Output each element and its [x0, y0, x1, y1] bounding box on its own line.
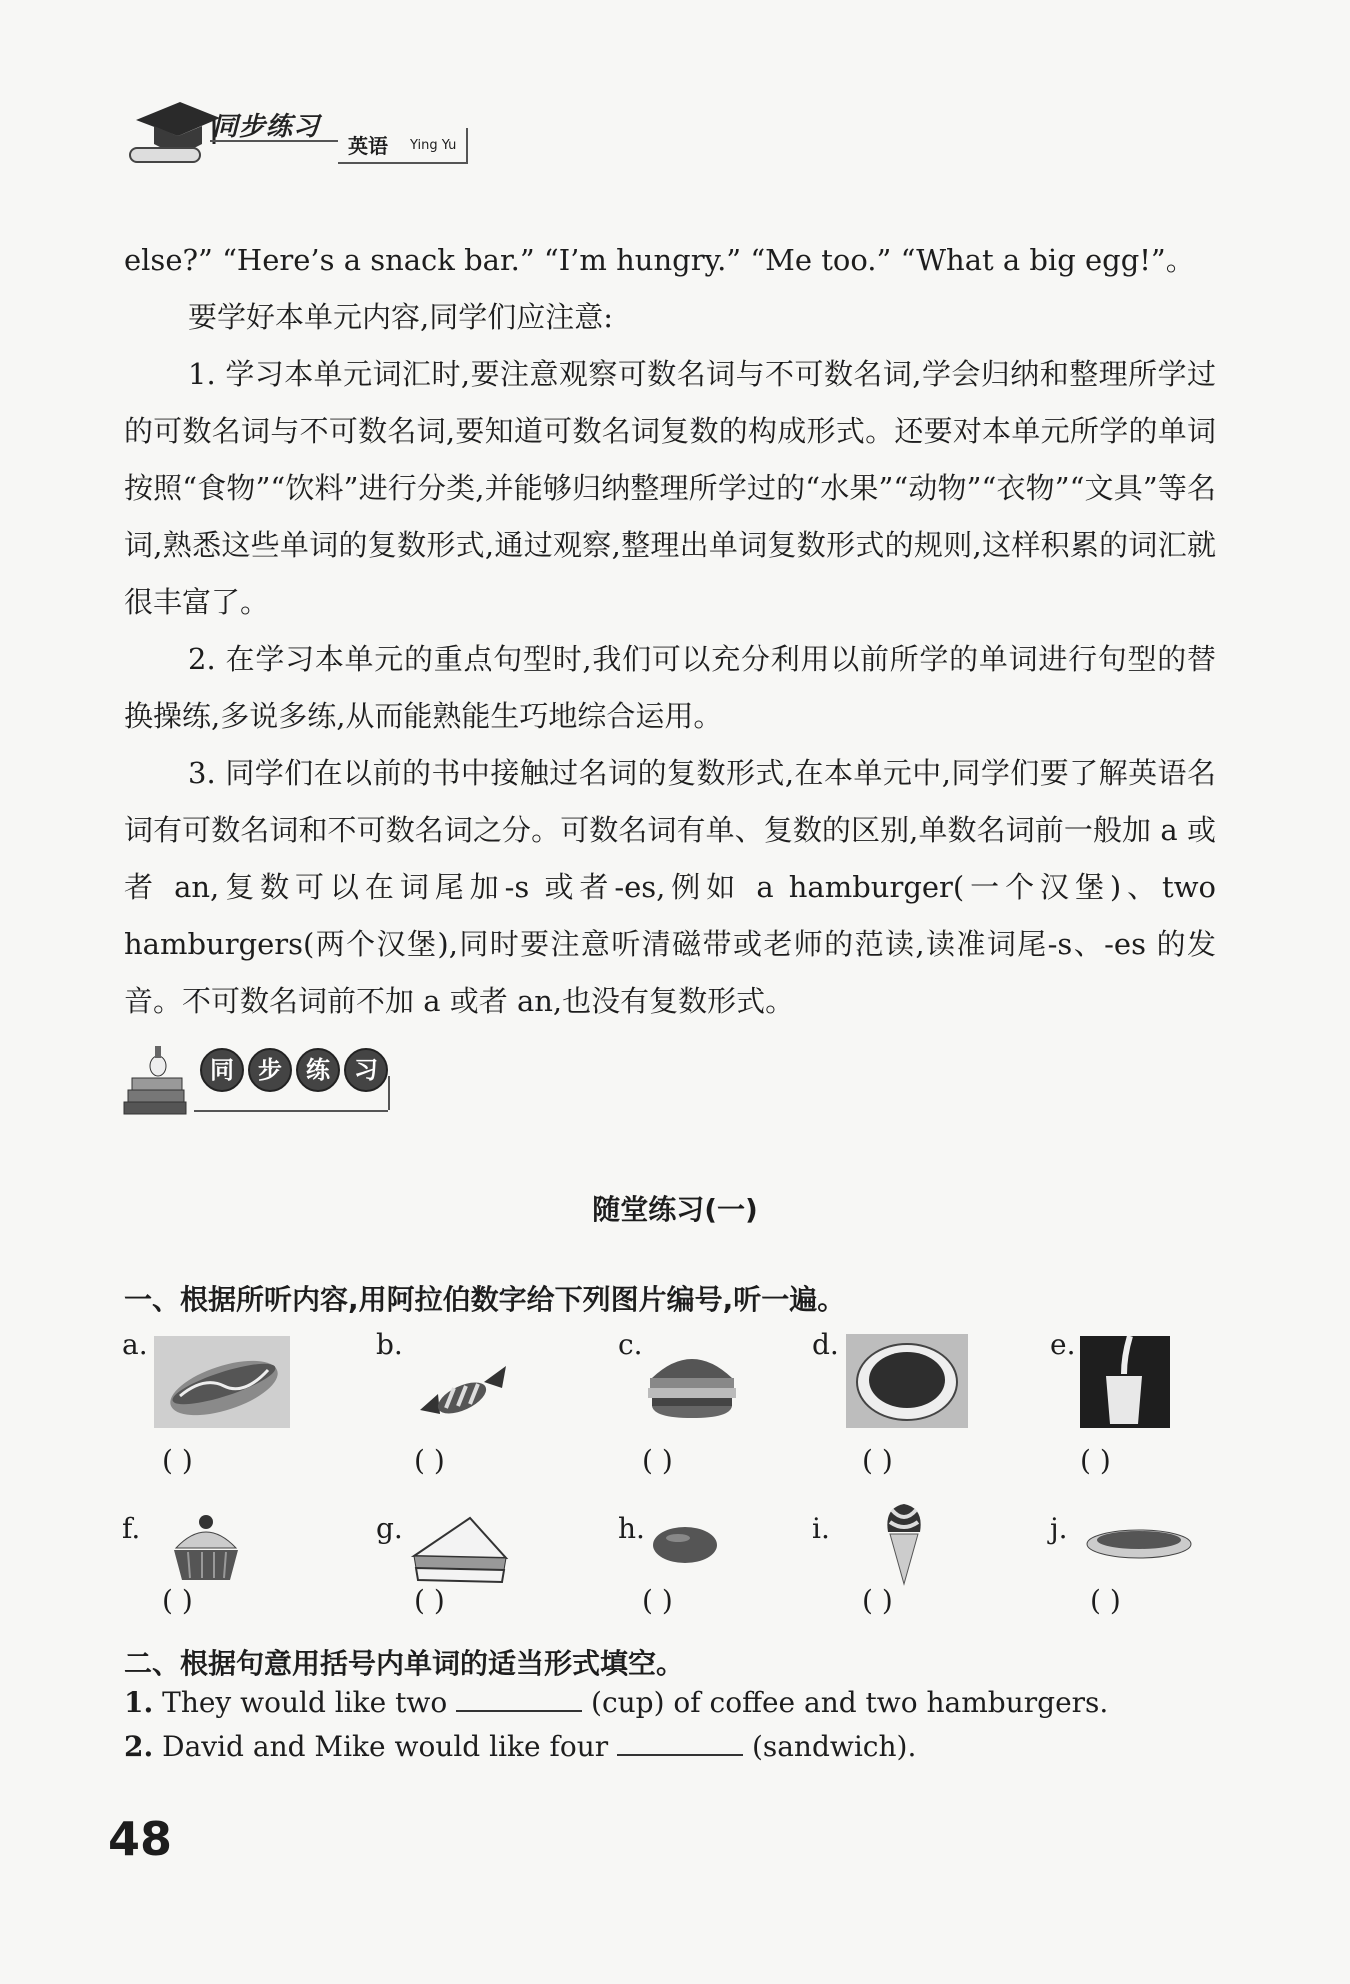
item-j-answer[interactable]: ( ) [1090, 1584, 1121, 1617]
item-a-answer[interactable]: ( ) [162, 1444, 193, 1477]
section-char-3: 练 [296, 1048, 340, 1092]
section-divider [388, 1076, 390, 1110]
intro-line-1: else?” “Here’s a snack bar.” “I’m hungry.” “Me too.” “What a big egg!”。 [124, 243, 1195, 277]
q2-s2-number: 2. [124, 1730, 154, 1763]
hot-dog-icon [154, 1336, 290, 1428]
section-underline [194, 1110, 388, 1112]
item-b-label: b. [376, 1328, 403, 1361]
item-i-answer[interactable]: ( ) [862, 1584, 893, 1617]
item-c-label: c. [618, 1328, 643, 1361]
point-3: 3. 同学们在以前的书中接触过名词的复数形式,在本单元中,同学们要了解英语名词有可数名词和不可数名词之分。可数名词有单、复数的区别,单数名词前一般加 a 或者 an,复数可以在词尾加-s 或者-es,例如 a hamburger(一个汉堡)、two hamburgers(两个汉堡),同时要注意听清磁带或老师的范读,读准词尾-s、-es 的发音。不可数名词前不加 a 或者 an,也没有复数形式。 [124, 756, 1216, 1018]
q2-s1-blank[interactable] [456, 1684, 582, 1712]
graduation-cap-icon [128, 92, 224, 170]
sandwich-icon [410, 1512, 510, 1586]
section-title [200, 1048, 392, 1092]
practice-title: 随堂练习(一) [592, 1193, 758, 1226]
item-e-answer[interactable]: ( ) [1080, 1444, 1111, 1477]
q2-sentence-2 [124, 1728, 916, 1763]
item-h-label: h. [618, 1512, 645, 1545]
q2-s2-after: (sandwich). [751, 1730, 917, 1763]
intro-line-2: 要学好本单元内容,同学们应注意: [188, 300, 613, 334]
point-1: 1. 学习本单元词汇时,要注意观察可数名词与不可数名词,学会归纳和整理所学过的可数名词与不可数名词,要知道可数名词复数的构成形式。还要对本单元所学的单词按照“食物”“饮料”进行分类,并能够归纳整理所学过的“水果”“动物”“衣物”“文具”等名词,熟悉这些单词的复数形式,通过观察,整理出单词复数形式的规则,这样积累的词汇就很丰富了。 [124, 357, 1216, 619]
hamburger-icon [644, 1344, 740, 1420]
item-b-answer[interactable]: ( ) [414, 1444, 445, 1477]
q2-s1-after: (cup) of coffee and two hamburgers. [591, 1686, 1109, 1719]
item-d-answer[interactable]: ( ) [862, 1444, 893, 1477]
subject-pinyin: Ying Yu [410, 138, 457, 153]
item-e-label: e. [1050, 1328, 1076, 1361]
q2-s1-number: 1. [124, 1686, 154, 1719]
section-char-4: 习 [344, 1048, 388, 1092]
point-2: 2. 在学习本单元的重点句型时,我们可以充分利用以前所学的单词进行句型的替换操练,多说多练,从而能熟能生巧地综合运用。 [124, 642, 1216, 733]
q2-title: 二、根据句意用括号内单词的适当形式填空。 [124, 1647, 685, 1680]
series-title: 同步练习 [212, 112, 321, 142]
q1-title: 一、根据所听内容,用阿拉伯数字给下列图片编号,听一遍。 [124, 1283, 846, 1316]
noodles-bowl-icon [846, 1334, 968, 1428]
item-f-answer[interactable]: ( ) [162, 1584, 193, 1617]
q2-s2-before: David and Mike would like four [162, 1730, 609, 1763]
page-number: 48 [108, 1812, 173, 1866]
books-lamp-icon [122, 1040, 192, 1118]
pie-icon [1084, 1520, 1194, 1564]
header-underline [210, 140, 338, 142]
item-a-label: a. [122, 1328, 148, 1361]
cupcake-icon [168, 1512, 244, 1584]
item-j-label: j. [1050, 1512, 1068, 1545]
bean-icon [650, 1522, 720, 1568]
q2-s2-blank[interactable] [617, 1728, 743, 1756]
item-c-answer[interactable]: ( ) [642, 1444, 673, 1477]
candy-icon [418, 1364, 508, 1424]
item-f-label: f. [122, 1512, 141, 1545]
item-h-answer[interactable]: ( ) [642, 1584, 673, 1617]
q2-sentence-1 [124, 1684, 1108, 1719]
item-d-label: d. [812, 1328, 839, 1361]
subject-label: 英语 [348, 134, 388, 158]
section-char-1: 同 [200, 1048, 244, 1092]
item-i-label: i. [812, 1512, 830, 1545]
item-g-label: g. [376, 1512, 403, 1545]
milk-glass-icon [1080, 1336, 1170, 1428]
section-char-2: 步 [248, 1048, 292, 1092]
item-g-answer[interactable]: ( ) [414, 1584, 445, 1617]
q2-s1-before: They would like two [162, 1686, 448, 1719]
ice-cream-icon [880, 1500, 928, 1586]
